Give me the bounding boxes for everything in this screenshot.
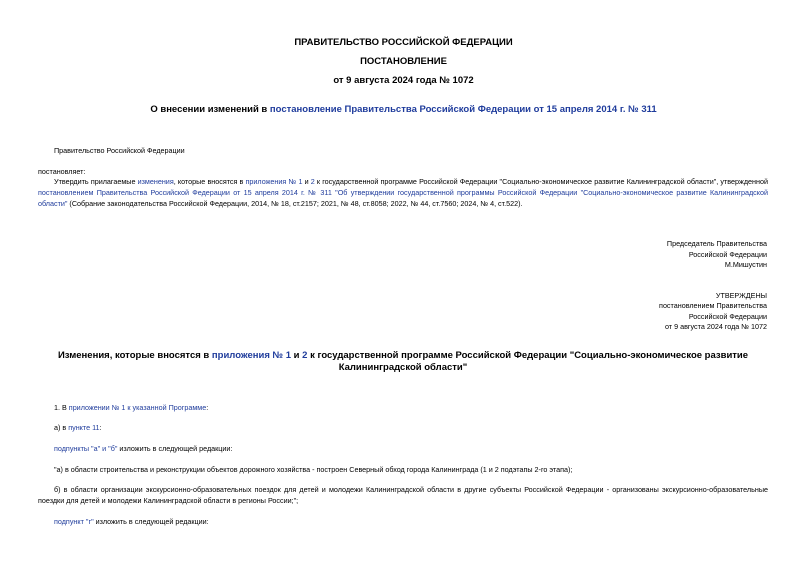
issuer: Правительство Российской Федерации [54, 146, 185, 155]
item-a: а) в пункте 11: [54, 423, 102, 432]
document-date-number: от 9 августа 2024 года № 1072 [333, 75, 474, 86]
document-type: ПОСТАНОВЛЕНИЕ [360, 56, 447, 67]
signature-name: М.Мишустин [724, 260, 767, 269]
item-1: 1. В приложении № 1 к указанной Программе: [54, 403, 209, 412]
link-appendix-2[interactable]: 2 [310, 177, 315, 186]
changes-title: Изменения, которые вносятся в приложения № 1 и 2 к государственной программе Российской Федерации "Социально-экономическое развитие Калининградской области" [57, 350, 749, 373]
decides: постановляет: [38, 167, 86, 176]
link-subpoints-ab[interactable]: подпункты "а" и "б" [54, 444, 118, 453]
changes-link-appendix-1[interactable]: приложения № 1 [211, 350, 292, 361]
document-title [0, 104, 807, 115]
title-link[interactable]: постановление Правительства Российской Федерации от 15 апреля 2014 г. № 311 [269, 104, 657, 115]
approved-line-3: Российской Федерации [688, 312, 767, 321]
changes-link-appendix-2[interactable]: 2 [302, 350, 308, 361]
government-heading: ПРАВИТЕЛЬСТВО РОССИЙСКОЙ ФЕДЕРАЦИИ [294, 37, 513, 48]
link-subpoint-g[interactable]: подпункт "г" [54, 517, 94, 526]
signature-line-1: Председатель Правительства [666, 239, 767, 248]
quote-b: б) в области организации экскурсионно-образовательных поездок для детей и молодежи Калининградской области в другие субъекты Российской Федерации - организованы экскурсионно-образовательные поездки для детей и молодежи Калининградской области в регионы России;"; [38, 485, 768, 505]
main-paragraph: Утвердить прилагаемые изменения, которые вносятся в приложения № 1 и 2 к государственной программе Российской Федерации "Социально-экономическое развитие Калининградской области", утвержденной постановлением Правительства Российской Федерации от 15 апреля 2014 г. № 311 "Об утверждении государственной программы Российской Федерации "Социально-экономическое развитие Калининградской области" (Собрание законодательства Российской Федерации, 2014, № 18, ст.2157; 2021, № 48, ст.8058; 2022, № 44, ст.7560; 2024, № 4, ст.522). [38, 177, 768, 208]
link-resolution-title[interactable]: "Об утверждении государственной программы Российской Федерации "Социально-экономическое развитие Калининградской области" [38, 188, 768, 208]
link-point-11[interactable]: пункте 11 [68, 423, 100, 432]
approved-line-4: от 9 августа 2024 года № 1072 [664, 322, 767, 331]
link-resolution-311[interactable]: постановлением Правительства Российской Федерации от 15 апреля 2014 г. № 311 [38, 188, 332, 197]
signature-line-2: Российской Федерации [688, 250, 767, 259]
approved-line-2: постановлением Правительства [659, 301, 767, 310]
quote-a: "а) в области строительства и реконструкции объектов дорожного хозяйства - построен Северный обход города Калининграда (1 и 2 подэтапы 2-го этапа); [54, 465, 573, 474]
approved-line-1: УТВЕРЖДЕНЫ [715, 291, 767, 300]
link-changes[interactable]: изменения [137, 177, 174, 186]
link-appendix-1[interactable]: приложения № 1 [245, 177, 303, 186]
subpoint-g: подпункт "г" изложить в следующей редакции: [54, 517, 209, 526]
title-prefix: О внесении изменений в [150, 104, 270, 115]
link-appendix-1-program[interactable]: приложении № 1 к указанной Программе [68, 403, 207, 412]
subpoints-ab: подпункты "а" и "б" изложить в следующей редакции: [54, 444, 233, 453]
